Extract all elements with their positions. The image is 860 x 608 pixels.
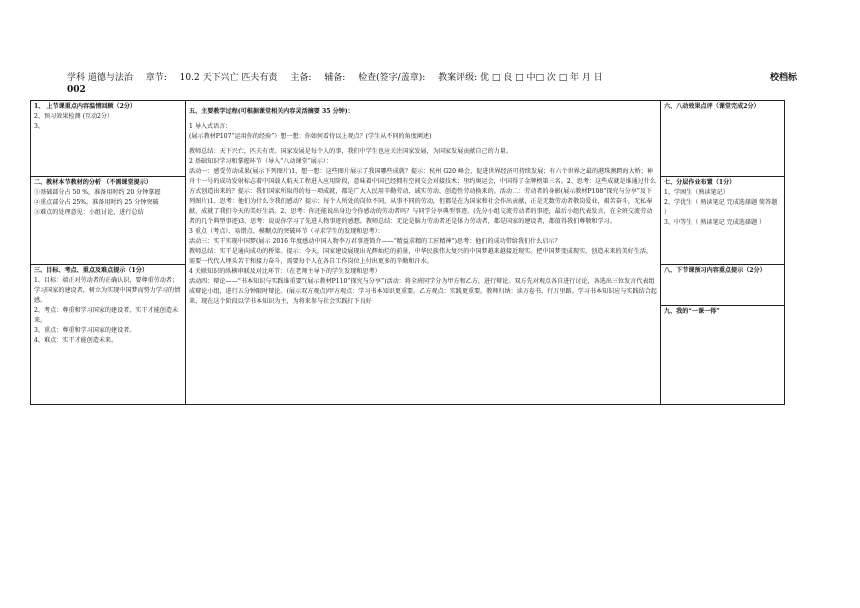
- process-paragraph: 活动一：感受劳动成果(展示下列图片)1、想一想：这些图片展示了我国哪些成就？提示：杭州 G20 峰会，促进世界经济可持续发展；有六个世界之最的港珠澳跨海大桥；神舟十一号的成功发射标志着中国载人航天工程进入应用阶段，意味着中国已经拥有空间交会对接技术；里约奥运会，中国得了金牌榜第三名。2、思考：这些成就是谁通过什么方式创造出来的？提示：我们国家所取得的每一项成就，都是广大人民用辛勤劳动、诚实劳动、创造性劳动换来的。活动二：劳动者的身影(展示教材P108“探究与分享”及下列图片)1、思考：他们为什么令我们感动？提示：每个人所处的岗位不同，从事不同的劳动，但都是在为国家和社会作出贡献，正是无数劳动者敬岗爱业，艰苦奋斗，无私奉献，成就了我们今天的美好生活。2、思考：你还能说出身边令你感动的劳动者吗？与同学分享典型事迹。(先分小组交流劳动者的事迹，最后小组代表发言，在全班交流劳动者的几个典型事迹)3、思考：说说你学习了先进人物事迹的感想。教师总结：无论是脑力劳动者还是体力劳动者，都是国家的建设者，都值得我们尊敬和学习。: [189, 168, 657, 225]
- process-paragraph: 1 导入式语言：: [189, 123, 232, 130]
- section-gain-title: 九、我的“一课一得”: [664, 308, 720, 315]
- goal-item: 1、目标：端正对劳动者的正确认识，要尊重劳动者；学习国家的建设者，树立为实现中国梦而努力学习的情感。: [34, 277, 181, 304]
- section-gain-box: [661, 306, 784, 318]
- archive-code-label: 校档标: [770, 73, 798, 83]
- process-paragraph: 4 关联知识的纵横串联及对比环节：（在老师主导下的学生发现和思考）: [189, 268, 381, 275]
- section-analysis-cell: [31, 177, 186, 265]
- assist-label: 辅备:: [324, 73, 346, 83]
- section-preview-title: 八、下节课预习内容重点提示（2分）: [664, 267, 766, 274]
- goal-item: 4、难点：实干才能创造未来。: [34, 337, 118, 344]
- section-review-title: 1、 上节课重点内容温情回顾（2分）: [34, 103, 137, 110]
- process-paragraph: 活动四：辩论——“书本知识与实践谁重要”(展示教材P110“探究与分享”)活动：将全班同学分为甲方和乙方，进行辩论。双方先对观点各自进行讨论，各选出三位发言代表组成辩论小组，进行五分钟限时辩论。(展示双方观点)甲方观点：学习书本知识更重要。乙方观点：实践更重要。教师归纳：读万卷书，行万里路。学习书本知识应与实践结合起来，现在这个阶段以学书本知识为主，为将来参与社会实践打下良好: [189, 278, 657, 305]
- section-goals-cell: [31, 265, 186, 405]
- analysis-item: ①基础部分占 50 %，准备用时约 20 分钟掌握: [34, 189, 161, 196]
- section-effect-title: 六、八动效果点评（课堂完成2分）: [664, 103, 760, 110]
- section-review-cell: [31, 101, 186, 177]
- section-preview-box: [661, 265, 784, 306]
- rating-label: 教案评级: 优 □ 良 □ 中□ 次 □ 年 月 日: [438, 73, 603, 83]
- process-paragraph: 2 基础知识学习和掌握环节（导入“八动课堂”展示）：: [189, 158, 333, 165]
- analysis-item: ②重点部分占 25%，准备用时约 25 分钟突破: [34, 199, 159, 206]
- document-header: [67, 72, 802, 95]
- goal-item: 3、重点：尊重和学习国家的建设者。: [34, 327, 136, 334]
- review-item: 3、: [34, 123, 44, 130]
- process-paragraph: 3 重点（考点）、易错点、模糊点的突破环节（寻求学生的发现和思考）：: [189, 228, 384, 235]
- goal-item: 2、考点：尊重和学习国家的建设者，实干才能创造未来。: [34, 307, 179, 324]
- host-label: 主备:: [290, 73, 312, 83]
- chapter-label: 章节:: [145, 73, 167, 83]
- process-paragraph: 活动三：实干实现中国梦(展示 2016 年度感动中国人物李万君事迹简介——“精益求精的工匠精神”)思考：他们的成功带给我们什么启示？: [189, 238, 561, 245]
- section-homework-title: 七、分层作业布置（1分）: [664, 179, 736, 186]
- section-review-effect-cell: [661, 101, 785, 177]
- analysis-item: ③难点的处理意见：小组讨论，进行总结: [34, 209, 144, 216]
- lesson-plan-table: [30, 100, 785, 405]
- homework-item: 3、中等生（ 熟读笔记 完成选择题 ）: [664, 219, 766, 226]
- lesson-title: 10.2 天下兴亡 匹夫有责: [179, 73, 278, 83]
- process-paragraph: (展示教材P107“运用你的经验”）想一想：你如何看待以上观点？(学生从不同的角度阐述): [189, 133, 432, 140]
- teaching-process-cell: [186, 101, 661, 405]
- review-item: 2、预习效果检测 (互动2分）: [34, 113, 114, 120]
- section-preview-gain-cell: [661, 265, 785, 405]
- process-paragraph: 教师总结：实干是通向成功的桥梁。提示：今天，国家建设展现出光辉灿烂的前景，中华民族伟大复兴的中国梦越来越接近现实。把中国梦变成现实，创造未来的美好生活，需要一代代人埋头苦干和接力奋斗，需要每个人在各自工作岗位上付出更多的辛勤和汗水。: [189, 248, 653, 265]
- check-label: 检查(签字/盖章):: [358, 73, 426, 83]
- teaching-process-title: 五、主要教学过程(可根据课堂相关内容灵活摘要 35 分钟)：: [189, 108, 354, 115]
- homework-item: 1、学困生（熟读笔记）: [664, 189, 729, 196]
- section-analysis-title: 二、教材本节教材的分析 （不需课堂提示）: [34, 179, 152, 186]
- section-homework-cell: [661, 177, 785, 265]
- process-paragraph: 教师总结：天下兴亡，匹夫有责。国家发展是每个人的事，我们中学生也应关注国家发展，为国家发展贡献自己的力量。: [189, 148, 512, 155]
- section-goals-title: 三、目标、考点、重点及难点提示（1分）: [34, 267, 148, 274]
- archive-number: 002: [67, 85, 86, 95]
- subject-label: 学科 道德与法治: [67, 73, 133, 83]
- homework-item: 2、学优生（ 熟读笔记 完成选择题 简答题 ）: [664, 199, 778, 216]
